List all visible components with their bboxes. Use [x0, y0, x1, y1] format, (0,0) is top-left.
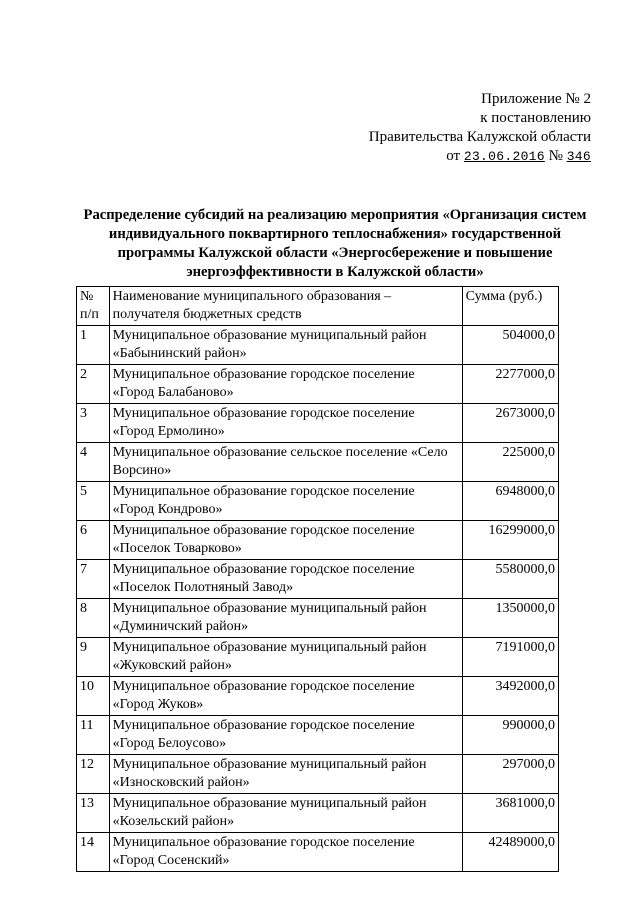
appendix-resolution-label: к постановлению: [480, 110, 591, 126]
table-row: [77, 326, 559, 365]
table-row: [77, 638, 559, 677]
number-prefix: №: [548, 148, 563, 164]
row-number: 9: [77, 638, 110, 677]
row-number: 6: [77, 521, 110, 560]
table-row: [77, 560, 559, 599]
table-row: [77, 443, 559, 482]
table-row: [77, 521, 559, 560]
row-number: 4: [77, 443, 110, 482]
table-row: [77, 482, 559, 521]
row-sum: 1350000,0: [462, 599, 558, 638]
row-municipality-name: Муниципальное образование городское поселение «Город Ермолино»: [109, 404, 462, 443]
row-municipality-name: Муниципальное образование городское поселение «Поселок Товарково»: [109, 521, 462, 560]
row-sum: 504000,0: [462, 326, 558, 365]
row-sum: 42489000,0: [462, 833, 558, 872]
document-title: Распределение субсидий на реализацию мероприятия «Организация систем индивидуального поквартирного теплоснабжения» государственной программы Калужской области «Энергосбережение и повышение энергоэффективности в Калужской области»: [83, 207, 587, 280]
table-row: [77, 755, 559, 794]
row-number: 7: [77, 560, 110, 599]
row-municipality-name: Муниципальное образование городское поселение «Город Белоусово»: [109, 716, 462, 755]
row-number: 13: [77, 794, 110, 833]
date-prefix: от: [446, 148, 461, 164]
row-number: 8: [77, 599, 110, 638]
row-number: 12: [77, 755, 110, 794]
row-sum: 7191000,0: [462, 638, 558, 677]
table-header-row: [77, 287, 559, 326]
row-municipality-name: Муниципальное образование муниципальный район «Козельский район»: [109, 794, 462, 833]
table-body: [77, 326, 559, 872]
row-number: 1: [77, 326, 110, 365]
row-number: 11: [77, 716, 110, 755]
table-row: [77, 677, 559, 716]
resolution-date: 23.06.2016: [463, 149, 545, 164]
table-row: [77, 404, 559, 443]
appendix-date-line: [446, 147, 591, 166]
appendix-label: Приложение № 2: [481, 91, 591, 107]
row-sum: 16299000,0: [462, 521, 558, 560]
appendix-header: [369, 90, 591, 166]
row-municipality-name: Муниципальное образование городское поселение «Город Сосенский»: [109, 833, 462, 872]
row-number: 5: [77, 482, 110, 521]
row-number: 3: [77, 404, 110, 443]
table-row: [77, 833, 559, 872]
table-row: [77, 599, 559, 638]
row-municipality-name: Муниципальное образование городское поселение «Поселок Полотняный Завод»: [109, 560, 462, 599]
header-name: Наименование муниципального образования – получателя бюджетных средств: [109, 287, 462, 326]
table-row: [77, 365, 559, 404]
table-row: [77, 794, 559, 833]
row-number: 14: [77, 833, 110, 872]
row-municipality-name: Муниципальное образование городское поселение «Город Кондрово»: [109, 482, 462, 521]
row-municipality-name: Муниципальное образование муниципальный район «Бабынинский район»: [109, 326, 462, 365]
row-municipality-name: Муниципальное образование городское поселение «Город Жуков»: [109, 677, 462, 716]
row-municipality-name: Муниципальное образование муниципальный район «Износковский район»: [109, 755, 462, 794]
appendix-government-label: Правительства Калужской области: [368, 129, 591, 145]
row-sum: 225000,0: [462, 443, 558, 482]
row-sum: 6948000,0: [462, 482, 558, 521]
row-municipality-name: Муниципальное образование муниципальный район «Думиничский район»: [109, 599, 462, 638]
row-municipality-name: Муниципальное образование сельское поселение «Село Ворсино»: [109, 443, 462, 482]
row-sum: 5580000,0: [462, 560, 558, 599]
row-sum: 3492000,0: [462, 677, 558, 716]
subsidy-table: [76, 286, 559, 872]
resolution-number: 346: [566, 149, 591, 164]
row-sum: 297000,0: [462, 755, 558, 794]
row-sum: 2277000,0: [462, 365, 558, 404]
row-sum: 990000,0: [462, 716, 558, 755]
row-sum: 3681000,0: [462, 794, 558, 833]
row-sum: 2673000,0: [462, 404, 558, 443]
header-num: № п/п: [77, 287, 110, 326]
row-municipality-name: Муниципальное образование городское поселение «Город Балабаново»: [109, 365, 462, 404]
header-sum: Сумма (руб.): [462, 287, 558, 326]
table-row: [77, 716, 559, 755]
row-number: 10: [77, 677, 110, 716]
row-municipality-name: Муниципальное образование муниципальный район «Жуковский район»: [109, 638, 462, 677]
row-number: 2: [77, 365, 110, 404]
